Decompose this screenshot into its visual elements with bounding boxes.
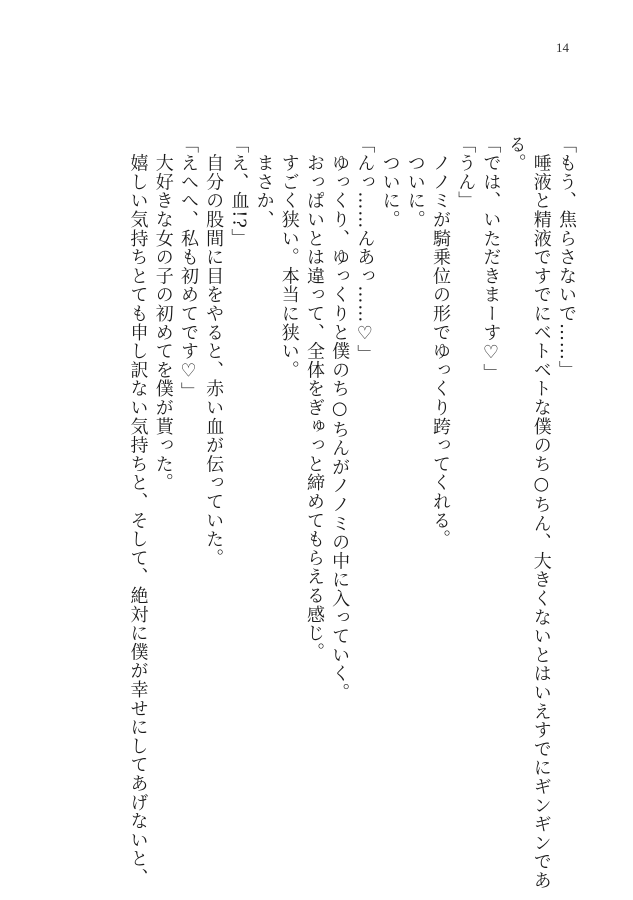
text-line: 嬉しい気持ちとても申し訳ない気持ちと、そして、絶対に僕が幸せにしてあげないと、 — [127, 135, 149, 887]
text-line: ノノミが騎乗位の形でゆっくり跨ってくれる。 — [429, 135, 451, 549]
text-line: 大好きな女の子の初めてを僕が貰った。 — [152, 135, 174, 493]
text-line: すごく狭い。本当に狭い。 — [278, 135, 300, 380]
text-line: 自分の股間に目をやると、赤い血が伝っていた。 — [203, 135, 225, 568]
text-line: る。 — [505, 135, 527, 173]
text-line: おっぱいとは違って、全体をぎゅっと締めてもらえる感じ。 — [303, 135, 325, 662]
text-line: まさか、 — [253, 135, 275, 229]
text-line: 「え、血!?」 — [228, 135, 250, 248]
text-line: 「えへへ、私も初めてです♡」 — [177, 135, 199, 402]
text-line: 「んっ……んあっ……♡」 — [354, 135, 376, 364]
text-line: ゆっくり、ゆっくりと僕のち○ちんがノノミの中に入っていく。 — [329, 135, 351, 702]
text-line: 「では、いただきまーす♡」 — [480, 135, 502, 383]
vertical-text-body — [125, 135, 579, 890]
text-line: ついに。 — [379, 135, 401, 229]
page-number: 14 — [556, 40, 569, 55]
text-line: ついに。 — [404, 135, 426, 229]
text-line: 唾液と精液ですでにベトベトな僕のち○ちん、大きくないとはいえすでにギンギンであ — [530, 135, 552, 890]
text-line: 「もう、焦らさないで……」 — [556, 135, 577, 380]
text-line: 「うん」 — [455, 135, 477, 211]
